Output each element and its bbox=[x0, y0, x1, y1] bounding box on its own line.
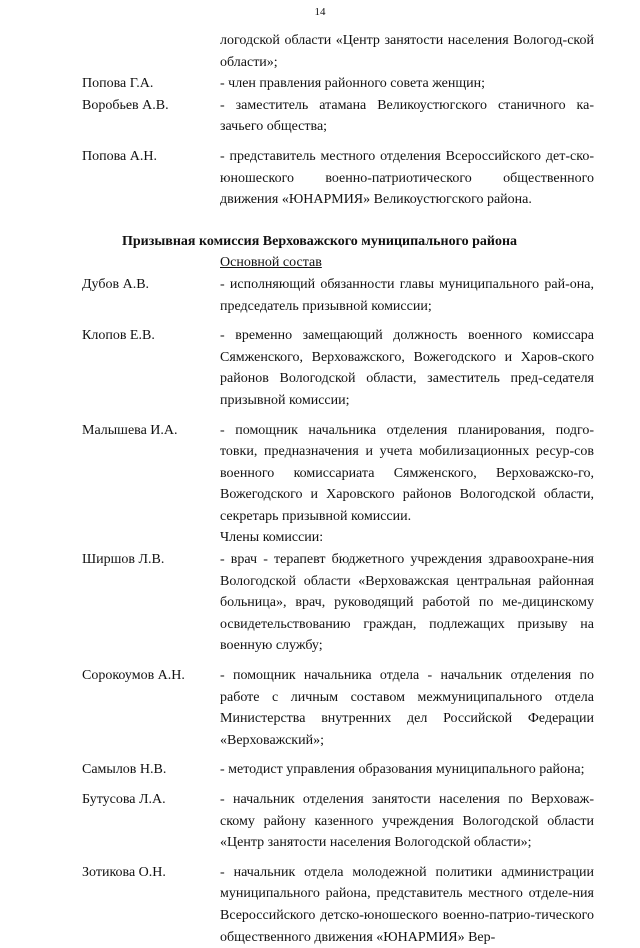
entry-name: Воробьев А.В. bbox=[82, 97, 169, 113]
entry-description: - помощник начальника отделения планирования, подго-товки, предназначения и учета мобилизационных ресур-сов военного комиссариата Сямженского, Верховажско-го, Вожегодского и Харовского районов Вологодской области, секретарь призывной комиссии. bbox=[220, 422, 594, 524]
entry-description: - представитель местного отделения Всероссийского дет-ско-юношеского военно-патриотического общественного движения «ЮНАРМИЯ» Великоустюгского района. bbox=[220, 148, 594, 208]
members-heading: Члены комиссии: bbox=[220, 530, 324, 546]
entry-row bbox=[0, 420, 640, 528]
entry-name: Малышева И.А. bbox=[82, 422, 178, 438]
entry-name: Попова А.Н. bbox=[82, 148, 157, 164]
entry-row bbox=[0, 274, 640, 317]
entry-name: Самылов Н.В. bbox=[82, 762, 167, 778]
entry-row bbox=[0, 789, 640, 854]
entry-description: - исполняющий обязанности главы муниципального рай-она, председатель призывной комиссии; bbox=[220, 276, 594, 314]
entry-description: - временно замещающий должность военного комиссара Сямженского, Верховажского, Вожегодского и Харов-ского районов Вологодской области, заместитель пред-седателя призывной комиссии; bbox=[220, 328, 594, 408]
entry-name: Ширшов Л.В. bbox=[82, 552, 165, 568]
entry-name: Дубов А.В. bbox=[82, 276, 150, 292]
entry-row bbox=[0, 549, 640, 657]
section-title: Призывная комиссия Верховажского муниципального района bbox=[122, 233, 518, 249]
entry-description: - начальник отделения занятости населения по Верховаж-скому району казенного учреждения Вологодской области «Центр занятости населения Вологодской области»; bbox=[220, 792, 594, 851]
entry-name: Попова Г.А. bbox=[82, 76, 154, 92]
continuation-text: логодской области «Центр занятости населения Вологод-ской области»; bbox=[220, 33, 594, 70]
entry-row bbox=[0, 73, 640, 95]
entry-name: Сорокоумов А.Н. bbox=[82, 668, 185, 684]
entry-name: Зотикова О.Н. bbox=[82, 864, 166, 880]
entry-description: - начальник отдела молодежной политики администрации муниципального района, представитель местного отделе-ния Всероссийского детско-юношеского военно-патрио-тического общественного движения «ЮНАРМИЯ» Вер- bbox=[220, 864, 594, 945]
entry-description: - член правления районного совета женщин; bbox=[220, 76, 486, 92]
entry-description: - заместитель атамана Великоустюгского станичного ка-зачьего общества; bbox=[220, 97, 594, 135]
entry-row bbox=[0, 146, 640, 211]
entry-description: - методист управления образования муниципального района; bbox=[220, 762, 585, 778]
page-number: 14 bbox=[314, 6, 326, 18]
entry-name: Бутусова Л.А. bbox=[82, 792, 166, 807]
entry-description: - врач - терапевт бюджетного учреждения здравоохране-ния Вологодской области «Верховажская центральная районная больница», врач, руководящий работой по ме-дицинскому освидетельствованию граждан, подлежащих призыву на военную службу; bbox=[220, 552, 594, 654]
entry-row bbox=[0, 325, 640, 411]
entry-row bbox=[0, 665, 640, 751]
document-body bbox=[0, 30, 640, 948]
entry-description: - помощник начальника отдела - начальник отделения по работе с личным составом межмуниципального отдела Министерства внутренних дел Российской Федерации «Верховажский»; bbox=[220, 668, 594, 748]
entry-row bbox=[0, 759, 640, 781]
entry-name: Клопов Е.В. bbox=[82, 328, 155, 344]
main-composition-heading: Основной состав bbox=[220, 255, 322, 271]
entry-row bbox=[0, 95, 640, 138]
